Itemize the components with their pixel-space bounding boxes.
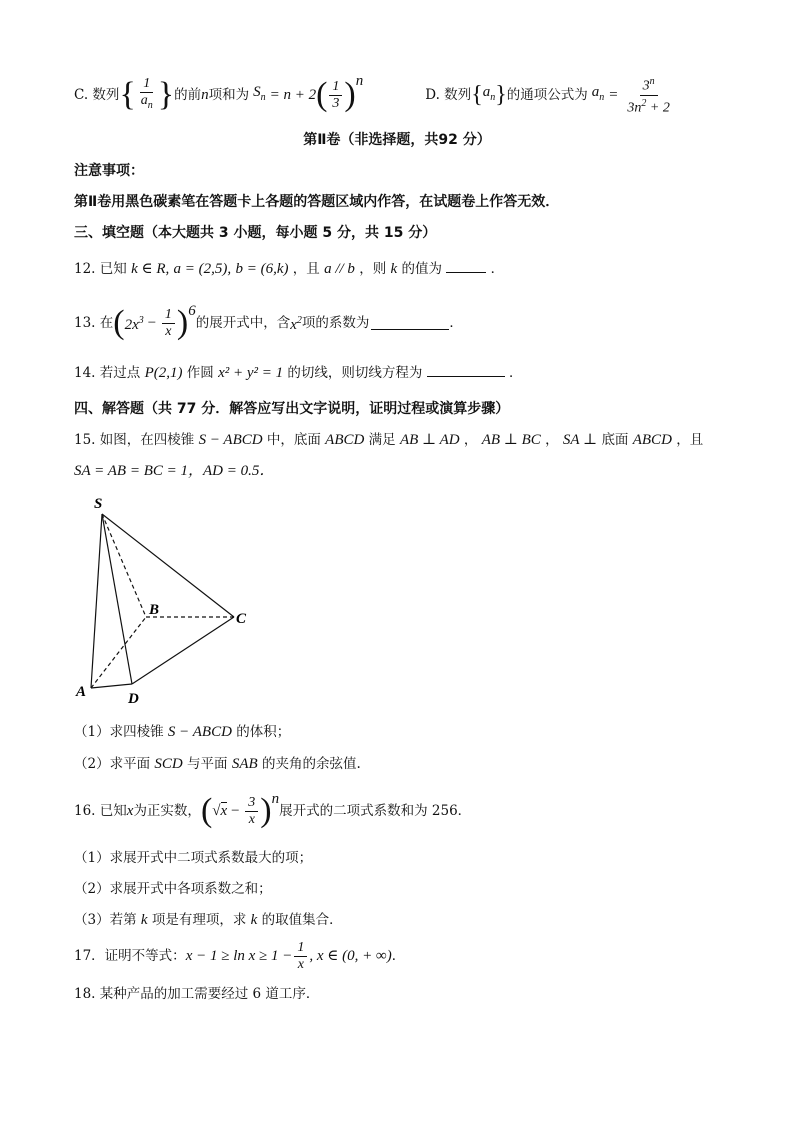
paren-left: ( [200,792,213,829]
edge-SD [102,514,132,684]
label-S: S [94,496,103,512]
q12-period: ． [490,261,505,277]
option-d-lhs: $a_n$ [591,84,605,103]
q15-sep1: ， [463,432,478,448]
frac-num: 1 [140,76,153,93]
q14-tail: 的切线，则切线方程为 [287,365,423,381]
q12-tail: ，则 [359,261,387,277]
paren-right: ) [260,792,272,829]
q15-c3: SA ⊥ [562,432,598,448]
q15-end: ，且 [676,432,704,448]
q13-mid: 的展开式中，含 [195,315,291,331]
q16-sqrt: √x [212,803,228,819]
q16-sub3-mid: 项是有理项，求 [151,912,247,928]
q12-a-def: a = (2,5), [173,261,232,277]
frac-den: x [297,956,304,972]
part4-title: 四、解答题（共 77 分．解答应写出文字说明，证明过程或演算步骤） [74,401,510,417]
question-13 [74,300,463,346]
edge-AD [91,684,132,688]
q13-period: ． [449,315,463,331]
q14-mid: 作圆 [186,365,214,381]
q14-pre: 14. 若过点 [74,365,141,381]
q12-b-def: b = (6,k) [235,261,289,277]
question-15-part1 [74,723,290,741]
frac-num: 1 [329,79,342,96]
frac-den: 3 [332,95,340,111]
question-16-part3 [74,911,343,929]
q15-sub1-tail: 的体积； [236,724,291,740]
q16-sub3-k2: k [250,912,258,928]
q13-outer-exp: 6 [188,303,196,319]
q16-sub3-tail: 的取值集合． [261,912,343,928]
frac-num: 3$^n$ [640,74,658,96]
q12-mid: ，且 [292,261,320,277]
option-c-set-fraction [138,76,156,114]
edge-AB [91,617,146,688]
q12-parallel: a // b [324,261,355,277]
notes-text: 第Ⅱ卷用黑色碳素笔在答题卡上各题的答题区域内作答，在试题卷上作答无效． [74,194,560,210]
question-15-part2 [74,755,361,773]
brace-right: } [495,82,507,108]
q16-sub3-k: k [140,912,148,928]
notes-title: 注意事项： [74,163,144,179]
answer-blank[interactable] [371,317,449,330]
brace-left: { [119,76,136,113]
q15-sub2-pre: （2）求平面 [74,756,151,772]
edge-SC [102,514,234,617]
q15-base: ABCD [325,432,365,448]
options-row [74,70,675,120]
q12-k: k [390,261,398,277]
frac-den: $a_n$ [140,93,153,111]
option-c-mid: 的前 [174,87,202,103]
question-15-line2: SA = AB = BC = 1，AD = 0.5． [74,463,275,479]
frac-num: 1 [162,307,175,324]
q15-pyramid: S − ABCD [198,432,263,448]
q13-term-a: $2x^3$ [124,315,144,333]
paren-right: ) [344,76,356,113]
q12-pre: 12. 已知 [74,261,127,277]
edge-SB [102,514,146,617]
q16-sub3-pre: （3）若第 [74,912,137,928]
q15-sub1-math: S − ABCD [167,724,232,740]
q15-sub2-p2: SAB [231,756,258,772]
question-14 [74,364,523,382]
q13-fraction [162,307,175,340]
label-B: B [149,602,160,618]
question-16-part1: （1）求展开式中二项式系数最大的项； [74,850,313,866]
option-d-label: D. 数列 [425,87,472,103]
q16-x: x [126,803,134,819]
q16-fraction [245,795,258,828]
edge-DC [132,617,234,684]
option-c-rhs: = n + 2 [269,87,317,103]
question-16 [74,788,471,834]
label-D: D [128,691,139,707]
option-c-tail: 项和为 [208,87,250,103]
q17-period: ． [391,948,406,964]
answer-blank[interactable] [427,364,505,377]
q14-point: P(2,1) [144,365,183,381]
q17-fraction [294,940,307,973]
q15-sub2-mid: 与平面 [187,756,228,772]
q15-sub1-pre: （1）求四棱锥 [74,724,164,740]
q14-period: ． [509,365,523,381]
q16-pre: 16. 已知 [74,803,127,819]
q15-sub2-p1: SCD [154,756,183,772]
paren-right: ) [176,304,189,341]
q17-pre: 17．证明不等式： [74,948,186,964]
option-c-sum: $S_n$ [253,84,266,103]
q13-pre: 13. 在 [74,315,114,331]
edge-SA [91,514,102,688]
q15-base2: ABCD [632,432,672,448]
q15-c2: AB ⊥ BC [481,432,541,448]
q17-ineq: x − 1 ≥ ln x ≥ 1 − [185,948,293,964]
question-18: 18. 某种产品的加工需要经过 6 道工序． [74,986,320,1002]
q17-domain: , x ∈ (0, + ∞) [309,948,392,964]
q13-tail: 项的系数为 [301,315,370,331]
paren-left: ( [113,304,125,341]
frac-num: 3 [245,795,258,812]
q15-mid2: 满足 [368,432,396,448]
label-C: C [236,611,247,627]
option-d-eq: = [608,87,619,103]
option-d-seq: $a_n$ [482,84,496,103]
q15-sub2-tail: 的夹角的余弦值. [261,756,361,772]
option-d-tail: 的通项公式为 [506,87,588,103]
paren-left: ( [316,76,328,113]
q15-c1: AB ⊥ AD [399,432,460,448]
option-c-n: n [201,87,209,103]
q12-end: 的值为 [401,261,442,277]
option-c-label: C. 数列 [74,87,120,103]
q12-k-in: k ∈ R, [131,261,170,277]
q13-minus: − [146,315,157,331]
q15-mid: 中，底面 [266,432,321,448]
question-12 [74,260,504,278]
question-17 [74,936,405,976]
answer-blank[interactable] [446,260,486,273]
pyramid-figure [66,492,266,712]
section-title: 第Ⅱ卷（非选择题，共92 分） [303,132,491,148]
frac-den: x [165,323,172,339]
option-c-fraction [329,79,342,112]
frac-den: x [248,811,255,827]
question-15-line1 [74,431,703,449]
option-c-exp: n [355,73,364,89]
q16-exp: n [271,791,280,807]
q15-sep2: ， [545,432,559,448]
q14-circle: x² + y² = 1 [218,365,284,381]
option-d-fraction [624,74,672,116]
brace-right: } [157,76,175,113]
part3-title: 三、填空题（本大题共 3 小题，每小题 5 分，共 15 分） [74,225,437,241]
q15-tail: 底面 [601,432,629,448]
frac-den: $3n^2 + 2$ [627,97,670,116]
label-A: A [76,684,87,700]
brace-left: { [471,82,483,108]
q16-minus: − [230,803,241,819]
q16-mid: 为正实数， [133,803,201,819]
q16-tail: 展开式的二项式系数和为 256． [279,803,472,819]
q15-pre: 15. 如图，在四棱锥 [74,432,195,448]
question-16-part2: （2）求展开式中各项系数之和； [74,881,272,897]
frac-num: 1 [294,940,307,957]
q13-term: $x^2$ [290,315,302,333]
